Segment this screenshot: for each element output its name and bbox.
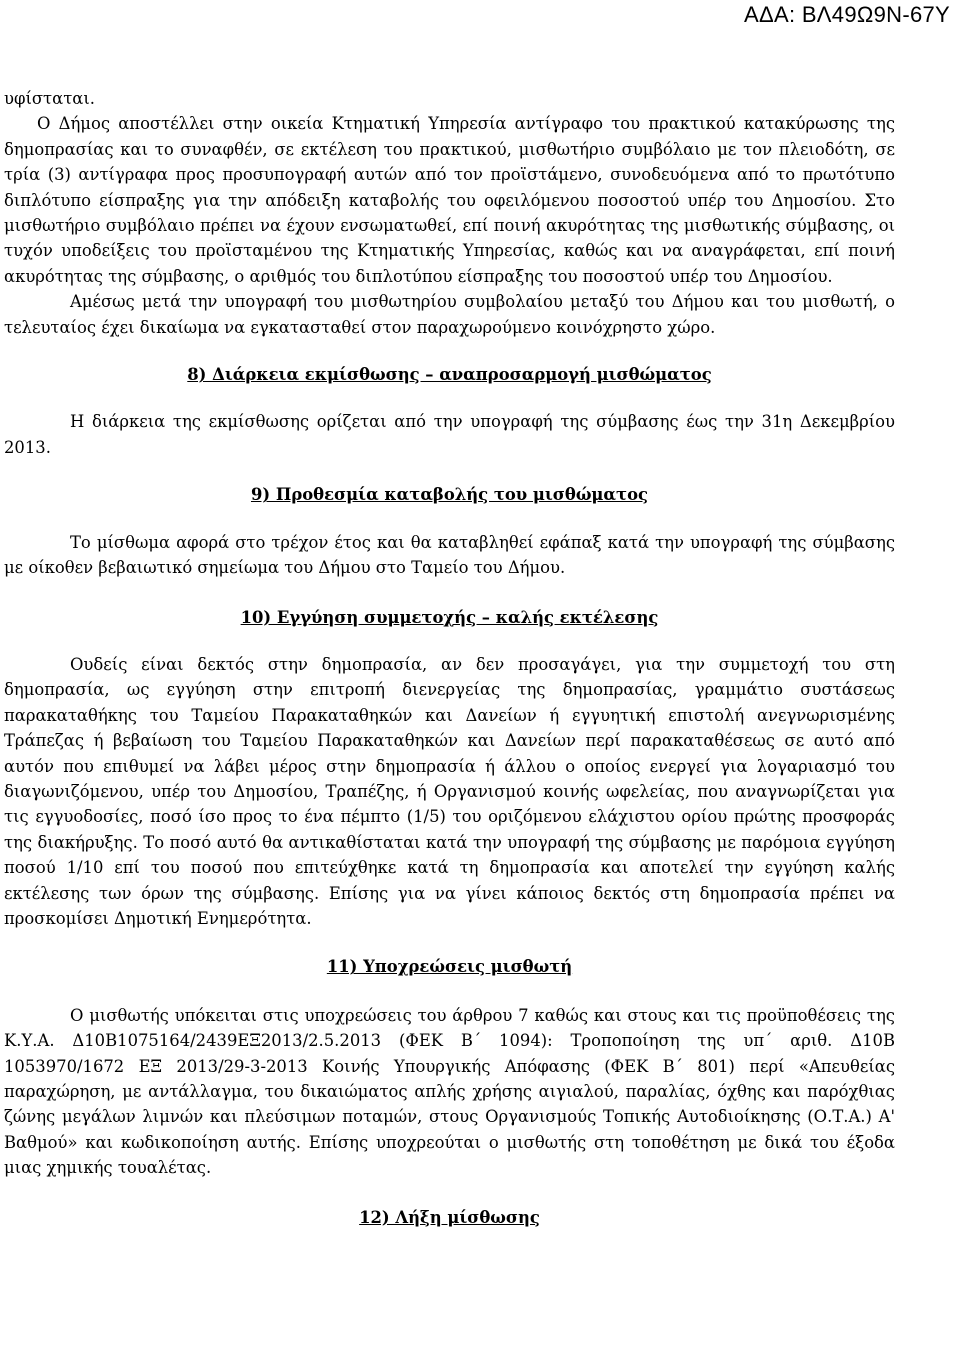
document-body	[4, 86, 895, 1230]
section-12-heading: 12) Λήξη μίσθωσης	[359, 1207, 540, 1227]
intro-paragraph-2: Αμέσως μετά την υπογραφή του μισθωτηρίου συμβολαίου μεταξύ του Δήμου και του μισθωτή, ο τελευταίος έχει δικαίωμα να εγκατασταθεί στον παραχωρούμενο κοινόχρηστο χώρο.	[4, 292, 895, 337]
intro-block	[4, 86, 895, 289]
section-11-body: Ο μισθωτής υπόκειται στις υποχρεώσεις του άρθρου 7 καθώς και στους και τις προϋποθέσεις της Κ.Υ.Α. Δ10Β1075164/2439ΕΞ2013/2.5.2013 (ΦΕΚ Β΄ 1094): Τροποποίηση της υπ΄ αριθ. Δ10Β 1053970/1672 ΕΞ 2013/29-3-2013 Κοινής Υπουργικής Απόφασης (ΦΕΚ Β΄ 801) περί «Απευθείας παραχώρηση, με αντάλλαγμα, του δικαιώματος απλής χρήσης αιγιαλού, παραλίας, όχθης και παρόχθιας ζώνης μεγάλων λιμνών και πλεύσιμων ποταμών, στους Οργανισμούς Τοπικής Αυτοδιοίκησης (Ο.Τ.Α.) Α' Βαθμού» και κωδικοποίηση αυτής. Επίσης υποχρεούται ο μισθωτής στη τοποθέτηση με δικά του έξοδα μιας χημικής τουαλέτας.	[4, 1005, 895, 1178]
section-9-body: Το μίσθωμα αφορά στο τρέχον έτος και θα καταβληθεί εφάπαξ κατά την υπογραφή της σύμβασης με οίκοθεν βεβαιωτικό σημείωμα του Δήμου στο Ταμείο του Δήμου.	[4, 532, 895, 578]
ada-code: ΑΔΑ: ΒΛ49Ω9Ν-67Υ	[744, 2, 950, 27]
section-8-heading: 8) Διάρκεια εκμίσθωσης – αναπροσαρμογή μισθώματος	[187, 365, 712, 385]
section-8-body: Η διάρκεια της εκμίσθωσης ορίζεται από την υπογραφή της σύμβασης έως την 31η Δεκεμβρίου 2013.	[4, 412, 895, 457]
section-9-heading: 9) Προθεσμία καταβολής του μισθώματος	[250, 485, 648, 505]
intro-lead-line: υφίσταται.	[4, 89, 95, 108]
section-10-heading: 10) Εγγύηση συμμετοχής – καλής εκτέλεσης	[240, 607, 659, 627]
intro-paragraph-1: Ο Δήμος αποστέλλει στην οικεία Κτηματική Υπηρεσία αντίγραφο του πρακτικού κατακύρωσης της δημοπρασίας και το συναφθέν, σε εκτέλεση του πρακτικού, μισθωτήριο συμβόλαιο με τον πλειοδότη, σε τρία (3) αντίγραφα προς προσυπογραφή αυτών από τον προϊστάμενο, συνοδευόμενα από το πρωτότυπο διπλότυπο είσπραξης για την απόδειξη καταβολής του οφειλόμενου ποσοστού υπέρ του Δημοσίου. Στο μισθωτήριο συμβόλαιο πρέπει να έχουν ενσωματωθεί, επί ποινή ακυρότητας της μισθωτικής σύμβασης, οι τυχόν υποδείξεις του προϊσταμένου της Κτηματικής Υπηρεσίας, καθώς και να αναγράφεται, επί ποινή ακυρότητας της σύμβασης, ο αριθμός του διπλοτύπου είσπραξης του ποσοστού υπέρ του Δημοσίου.	[4, 114, 895, 286]
section-11-heading: 11) Υποχρεώσεις μισθωτή	[326, 957, 573, 977]
section-10-body: Ουδείς είναι δεκτός στην δημοπρασία, αν δεν προσαγάγει, για την συμμετοχή του στη δημοπρασία, ως εγγύηση στην επιτροπή διενεργείας της δημοπρασίας, γραμμάτιο συστάσεως παρακαταθήκης του Ταμείου Παρακαταθηκών και Δανείων ή εγγυητική επιστολή ανεγνωρισμένης Τράπεζας ή βεβαίωση του Ταμείου Παρακαταθηκών και Δανείων περί παρακαταθέσεως σε αυτό από αυτόν που επιθυμεί να λάβει μέρος στην δημοπρασία ή άλλου ο οποίος ενεργεί για λογαριασμό του διαγωνιζόμενου, υπέρ του Δημοσίου, Τραπέζης, ή Οργανισμού κοινής ωφελείας, που αναγνωρίζεται για τις εγγυοδοσίες, ποσό ίσο προς το ένα πέμπτο (1/5) του οριζόμενου ελάχιστου ορίου πρώτης προσφοράς της διακήρυξης. Το ποσό αυτό θα αντικαθίσταται κατά την υπογραφή της σύμβασης με παρόμοια εγγύηση ποσού 1/10 επί του ποσού που επιτεύχθηκε κατά τη δημοπρασία και αποτελεί την εγγύηση καλής εκτέλεσης των όρων της σύμβασης. Επίσης για να γίνει κάποιος δεκτός στη δημοπρασία πρέπει να προσκομίσει Δημοτική Ενημερότητα.	[4, 654, 895, 928]
